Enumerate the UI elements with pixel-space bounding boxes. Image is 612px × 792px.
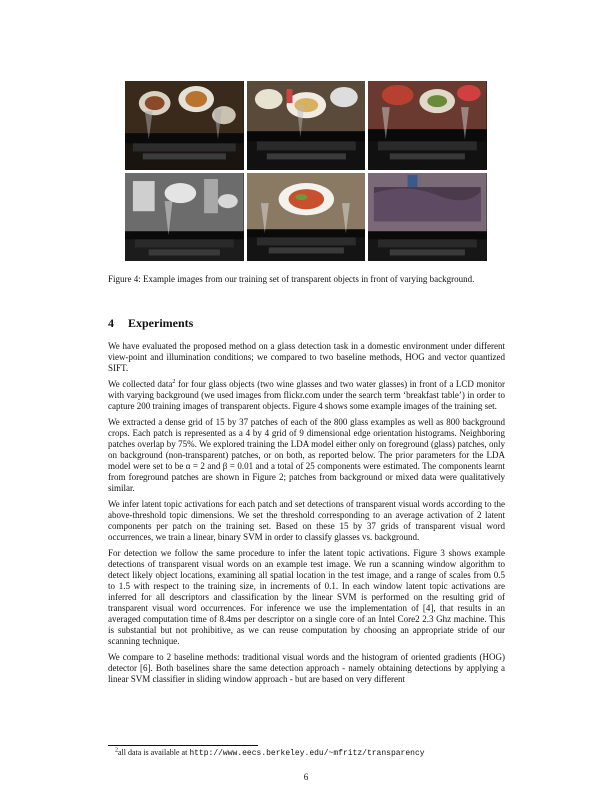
footnote-marker[interactable]: 2 [172, 379, 176, 385]
section-body [108, 341, 505, 690]
footnote-number: 2 [115, 747, 118, 754]
paragraph-6: We compare to 2 baseline methods: traditional visual words and the histogram of oriented gradients (HOG) detector [6]. Both baselines share the same detection approach - namely obtaining detections by applying a linear SVM classifier in sliding window approach - but are based on very different [108, 652, 505, 684]
figure-4-image-grid [125, 81, 487, 261]
footnote-text: all data is available at [118, 748, 190, 757]
training-image-4 [125, 173, 244, 262]
figure-caption: Figure 4: Example images from our training set of transparent objects in front of varying background. [108, 274, 475, 284]
paragraph-5: For detection we follow the same procedure to infer the latent topic activations. Figure 3 shows example detections of transparent visual words on an example test image. We run a scanning window algorithm to detect likely object locations, examining all spatial location in the test image, and a range of scales from 0.5 to 1.5 with respect to the training size, in increments of 0.1. In each window latent topic activations are inferred for all descriptors and classification by the linear SVM is performed on the resulting grid of transparent visual word occurrences. For inference we use the implementation of [4], that results in an averaged computation time of 8.4ms per descriptor on a single core of an Intel Core2 2.3 Ghz machine. This is substantial but not prohibitive, as we can reuse computation by choosing an appropriate stride of our scanning technique. [108, 548, 505, 646]
footnote-url-link[interactable]: http://www.eecs.berkeley.edu/~mfritz/transparency [189, 749, 425, 758]
paragraph-4: We infer latent topic activations for each patch and set detections of transparent visual words according to the above-threshold topic dimensions. We set the threshold corresponding to an average activation of 2 latent components per patch on the training set. Based on these 15 by 37 grids of transparent visual word occurrences, we train a linear, binary SVM in order to classify glasses vs. background. [108, 499, 505, 542]
paragraph-2-start: We collected data [108, 379, 173, 389]
section-heading [108, 316, 193, 331]
paragraph-1: We have evaluated the proposed method on a glass detection task in a domestic environment under different view-point and illumination conditions; we compared to two baseline methods, HOG and vector quantized SIFT. [108, 341, 505, 373]
section-number: 4 [108, 316, 114, 330]
training-image-1 [125, 81, 244, 170]
footnote-rule [108, 745, 258, 746]
training-image-3 [368, 81, 487, 170]
section-title: Experiments [128, 316, 194, 330]
footnote [115, 748, 505, 759]
paragraph-3: We extracted a dense grid of 15 by 37 patches of each of the 800 glass examples as well as 800 background crops. Each patch is represented as a 4 by 4 grid of 9 dimensional edge orientation histograms. Neighboring patches overlap by 75%. We explored training the LDA model either only on foreground (glass) patches, only on background (non-transparent) patches, or on both, as reported below. The prior parameters for the LDA model were set to be α = 2 and β = 0.01 and a total of 25 components were estimated. The components learnt from foreground patches are shown in Figure 2; patches from background or mixed data were qualitatively similar. [108, 417, 505, 493]
training-image-6 [368, 173, 487, 262]
page-number: 6 [303, 772, 309, 782]
paragraph-2 [108, 379, 505, 412]
training-image-5 [247, 173, 366, 262]
paragraph-2-rest: for four glass objects (two wine glasses and two water glasses) in front of a LCD monitor with varying background (we used images from flickr.com under the search term ‘breakfast table’) in order to capture 200 training images of transparent objects. Figure 4 shows some example images of the training set. [108, 379, 505, 411]
training-image-2 [247, 81, 366, 170]
